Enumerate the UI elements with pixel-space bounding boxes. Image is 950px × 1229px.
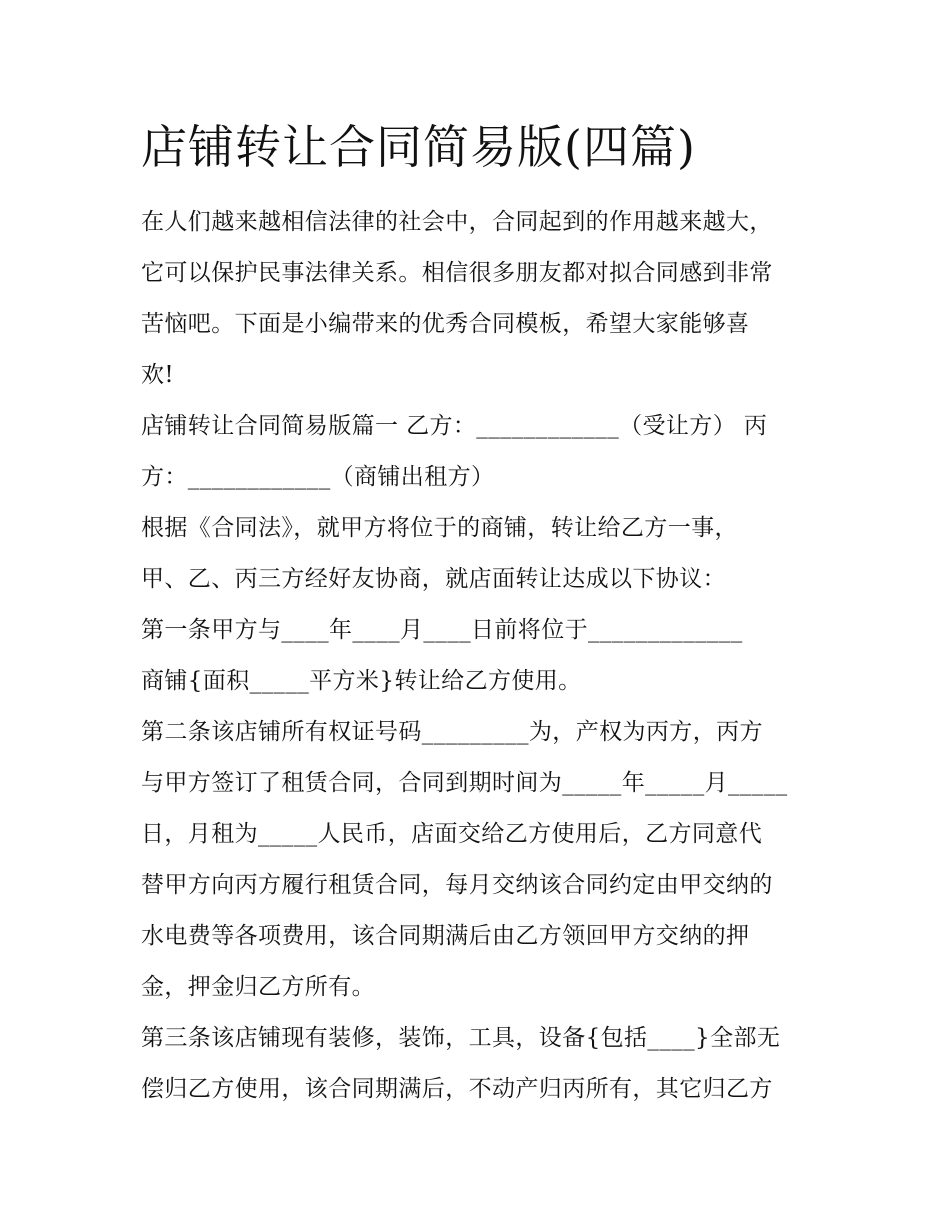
body-line: 商铺{面积_____平方米}转让给乙方使用。 bbox=[141, 668, 582, 694]
body-line: 替甲方向丙方履行租赁合同，每月交纳该合同约定由甲交纳的 bbox=[141, 872, 773, 898]
body-line: 欢! bbox=[141, 362, 175, 388]
document-body bbox=[141, 197, 813, 1115]
body-line: 苦恼吧。下面是小编带来的优秀合同模板，希望大家能够喜 bbox=[141, 311, 750, 337]
body-line: 金，押金归乙方所有。 bbox=[141, 974, 375, 1000]
body-line: 第二条该店铺所有权证号码_________为，产权为丙方，丙方 bbox=[141, 719, 763, 745]
body-line: 偿归乙方使用，该合同期满后，不动产归丙所有，其它归乙方 bbox=[141, 1076, 773, 1102]
body-line: 方：____________（商铺出租方） bbox=[141, 464, 495, 490]
document-page bbox=[141, 0, 813, 1229]
body-line: 第三条该店铺现有装修，装饰，工具，设备{包括____}全部无 bbox=[141, 1025, 781, 1051]
body-line: 它可以保护民事法律关系。相信很多朋友都对拟合同感到非常 bbox=[141, 260, 773, 286]
body-line: 根据《合同法》，就甲方将位于的商铺，转让给乙方一事， bbox=[141, 515, 738, 541]
body-line: 水电费等各项费用，该合同期满后由乙方领回甲方交纳的押 bbox=[141, 923, 750, 949]
document-title: 店铺转让合同简易版(四篇) bbox=[141, 120, 696, 174]
body-line: 第一条甲方与____年____月____日前将位于_____________ bbox=[141, 617, 743, 643]
body-line: 与甲方签订了租赁合同，合同到期时间为_____年_____月_____ bbox=[141, 770, 788, 796]
body-line: 甲、乙、丙三方经好友协商，就店面转让达成以下协议： bbox=[141, 566, 726, 592]
body-line: 店铺转让合同简易版篇一 乙方：____________（受让方） 丙 bbox=[141, 413, 768, 439]
body-line: 日，月租为_____人民币，店面交给乙方使用后，乙方同意代 bbox=[141, 821, 763, 847]
body-line: 在人们越来越相信法律的社会中，合同起到的作用越来越大， bbox=[141, 209, 773, 235]
